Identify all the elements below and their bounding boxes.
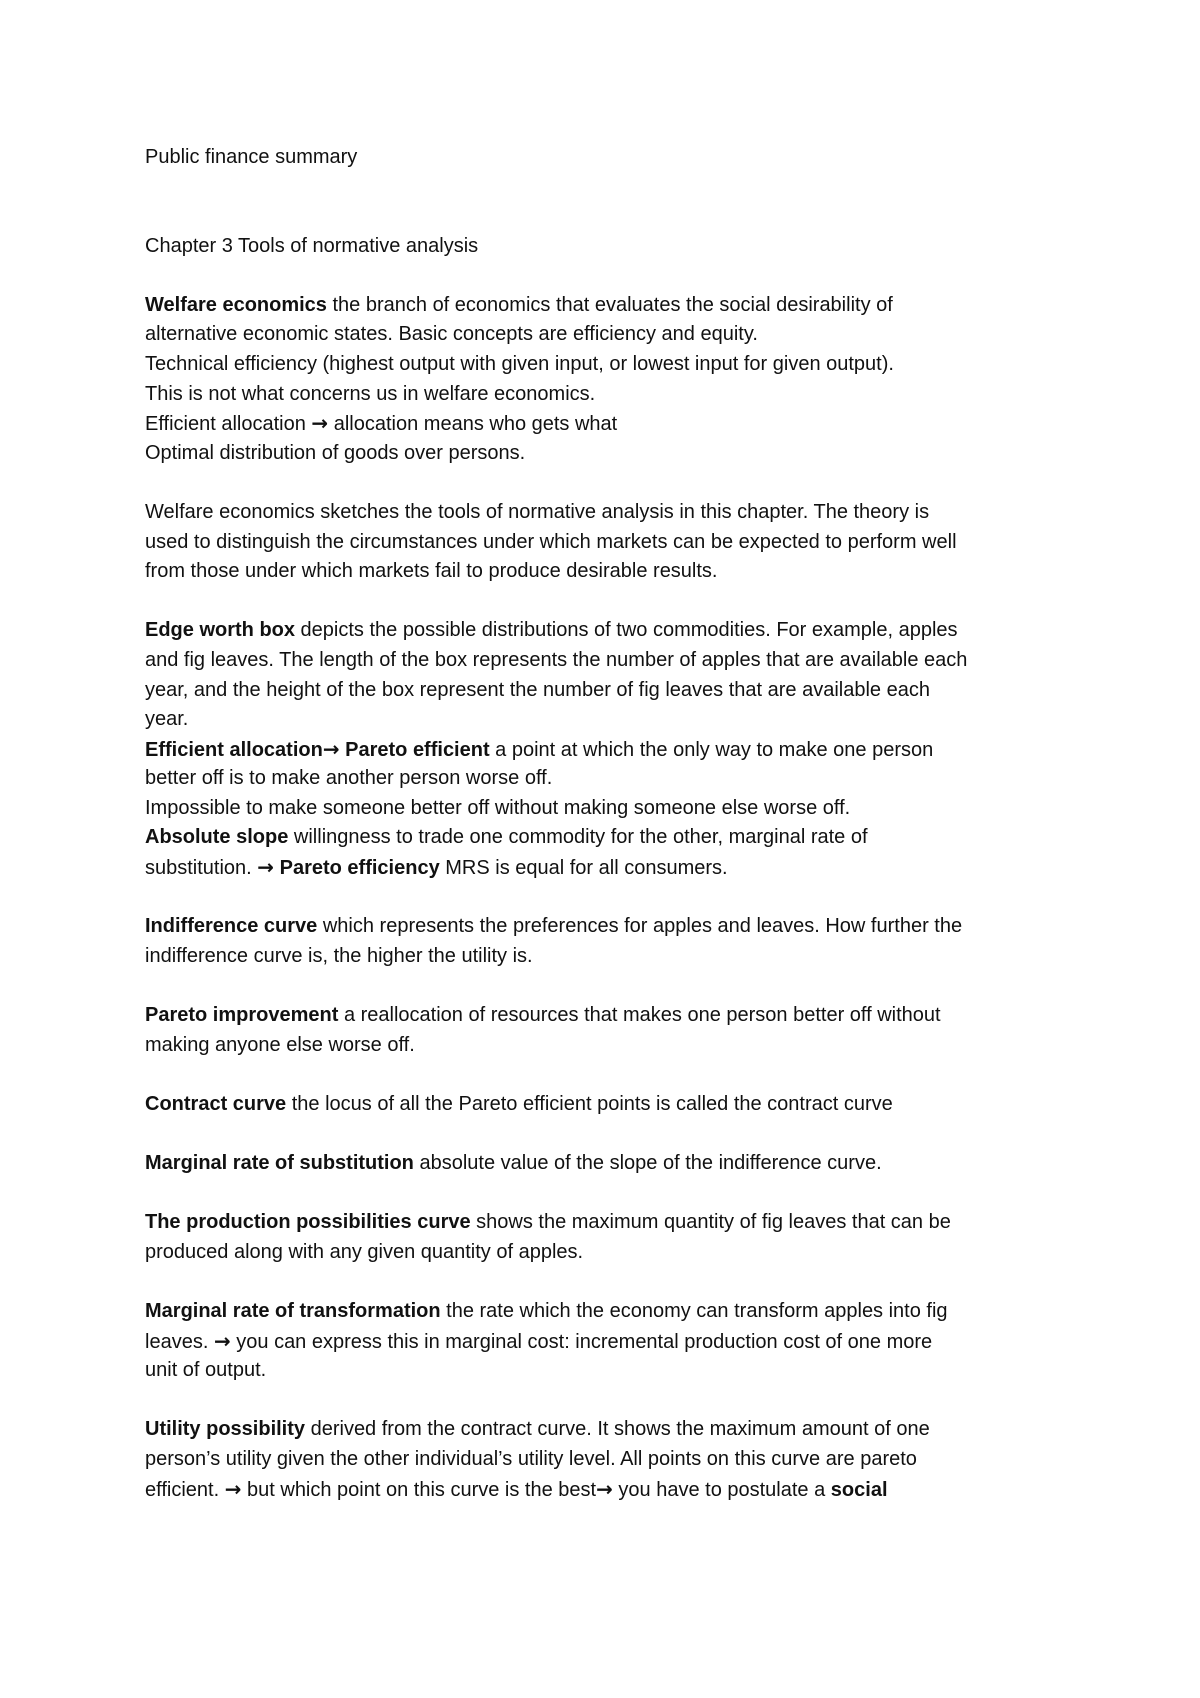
term-indifference-curve: Indifference curve — [145, 915, 318, 938]
spacer — [145, 971, 1075, 1001]
term-absolute-slope: Absolute slope — [145, 826, 289, 849]
term-pareto-improvement: Pareto improvement — [145, 1004, 339, 1027]
text-line: efficient. → but which point on this curve is the best→ you have to postulate a social — [145, 1476, 888, 1501]
text-line: and fig leaves. The length of the box represents the number of apples that are available each — [145, 648, 968, 671]
document-title: Public finance summary — [145, 146, 358, 168]
term-social: social — [830, 1478, 888, 1501]
text-line: Utility possibility derived from the contract curve. It shows the maximum amount of one — [145, 1418, 930, 1441]
text-line: Indifference curve which represents the preferences for apples and leaves. How further the — [145, 915, 963, 938]
text-line: Contract curve the locus of all the Pareto efficient points is called the contract curve — [145, 1092, 893, 1115]
text-line: Absolute slope willingness to trade one commodity for the other, marginal rate of — [145, 826, 868, 849]
spacer — [145, 1267, 1075, 1297]
text-line: better off is to make another person worse off. — [145, 767, 553, 790]
paragraph-welfare-economics-line: Welfare economics the branch of economics that evaluates the social desirability of — [145, 293, 893, 316]
spacer — [145, 883, 1075, 913]
term-utility-possibility: Utility possibility — [145, 1418, 306, 1441]
spacer — [145, 1060, 1075, 1090]
spacer — [145, 173, 1075, 232]
text-line: from those under which markets fail to produce desirable results. — [145, 560, 718, 583]
text-line: used to distinguish the circumstances under which markets can be expected to perform well — [145, 530, 957, 553]
text-line: Efficient allocation→ Pareto efficient a point at which the only way to make one person — [145, 736, 934, 761]
term-marginal-rate-of-transformation: Marginal rate of transformation — [145, 1299, 441, 1322]
term-marginal-rate-of-substitution: Marginal rate of substitution — [145, 1152, 414, 1174]
chapter-heading: Chapter 3 Tools of normative analysis — [145, 234, 479, 257]
text-line: substitution. → Pareto efficiency MRS is equal for all consumers. — [145, 855, 728, 880]
text-line: year, and the height of the box represent the number of fig leaves that are available each — [145, 678, 930, 701]
text-line: Marginal rate of substitution absolute value of the slope of the indifference curve. — [145, 1152, 882, 1174]
arrow-right-icon: → — [257, 855, 275, 880]
paragraph-edgeworth-line: Edge worth box depicts the possible distributions of two commodities. For example, apples — [145, 619, 958, 642]
arrow-right-icon: → — [311, 411, 329, 436]
text-line: Optimal distribution of goods over persons. — [145, 441, 526, 464]
arrow-right-icon: → — [213, 1328, 231, 1353]
term-pareto-efficiency: Pareto efficiency — [274, 857, 440, 880]
text-line: indifference curve is, the higher the utility is. — [145, 944, 533, 967]
document-body — [145, 143, 1075, 1504]
spacer — [145, 261, 1075, 291]
arrow-right-icon: → — [224, 1476, 242, 1501]
term-pareto-efficient: Pareto efficient — [339, 738, 490, 761]
spacer — [145, 587, 1075, 617]
term-welfare-economics: Welfare economics — [145, 293, 327, 316]
text-line: This is not what concerns us in welfare economics. — [145, 382, 596, 405]
text-line: The production possibilities curve shows the maximum quantity of fig leaves that can be — [145, 1211, 951, 1234]
spacer — [145, 1119, 1075, 1149]
term-production-possibilities-curve: The production possibilities curve — [145, 1211, 471, 1234]
text-line: alternative economic states. Basic concepts are efficiency and equity. — [145, 323, 758, 346]
text-line: making anyone else worse off. — [145, 1033, 415, 1056]
text-line: Marginal rate of transformation the rate which the economy can transform apples into fig — [145, 1299, 948, 1322]
text-line: Impossible to make someone better off without making someone else worse off. — [145, 796, 851, 819]
spacer — [145, 1179, 1075, 1209]
text-line: year. — [145, 708, 189, 731]
term-efficient-allocation: Efficient allocation — [145, 738, 323, 761]
text-line: person’s utility given the other individual’s utility level. All points on this curve are pareto — [145, 1447, 917, 1470]
term-edgeworth-box: Edge worth box — [145, 619, 295, 642]
text-line: Welfare economics sketches the tools of normative analysis in this chapter. The theory is — [145, 500, 930, 523]
term-contract-curve: Contract curve — [145, 1092, 287, 1115]
text-line: Technical efficiency (highest output with given input, or lowest input for given output). — [145, 352, 894, 375]
text-line: unit of output. — [145, 1359, 267, 1382]
text-line: Efficient allocation → allocation means who gets what — [145, 411, 618, 436]
text-line: Pareto improvement a reallocation of resources that makes one person better off without — [145, 1004, 941, 1027]
text-line: leaves. → you can express this in marginal cost: incremental production cost of one more — [145, 1328, 933, 1353]
spacer — [145, 1386, 1075, 1416]
arrow-right-icon: → — [596, 1476, 613, 1501]
text-line: produced along with any given quantity of apples. — [145, 1240, 584, 1263]
arrow-right-icon: → — [322, 736, 340, 761]
spacer — [145, 468, 1075, 498]
